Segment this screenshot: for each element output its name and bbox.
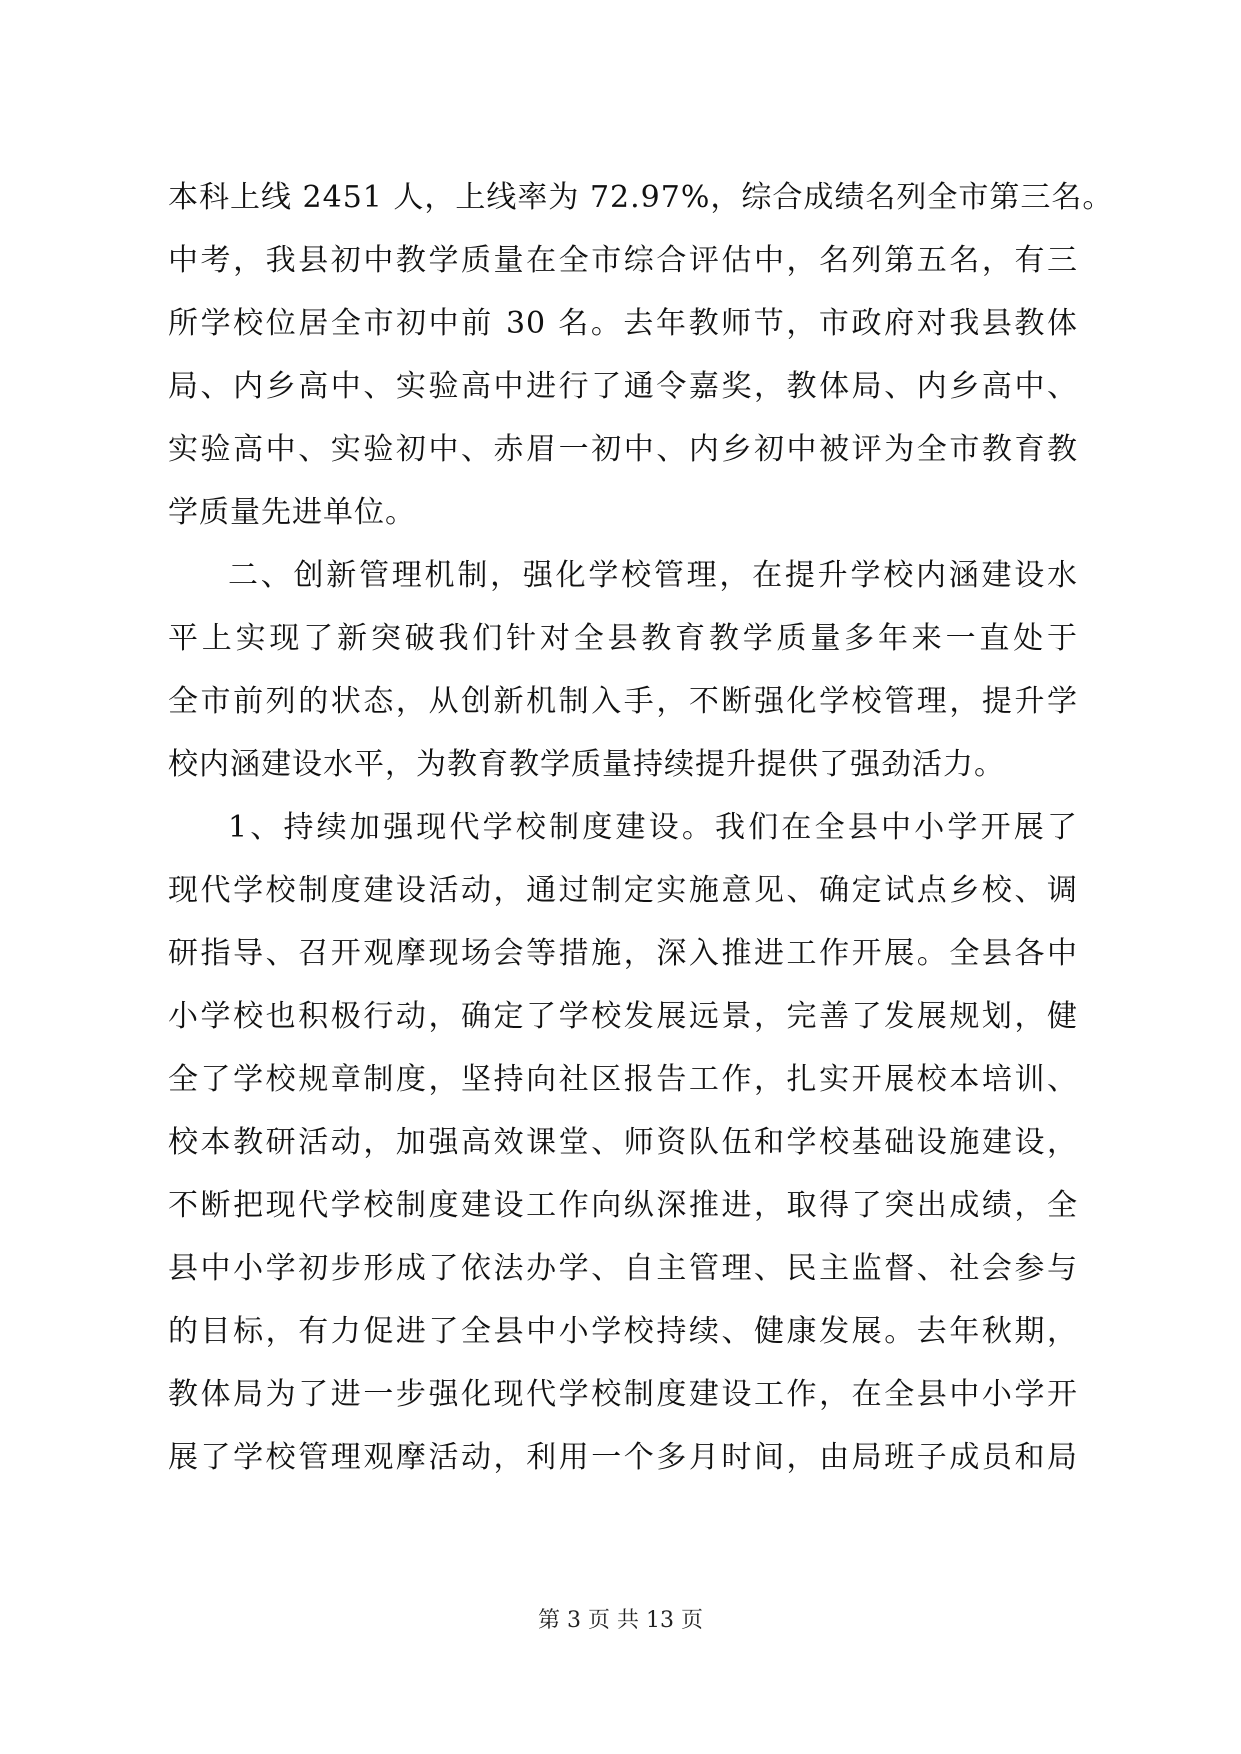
text-line-1: 本科上线 2451 人，上线率为 72.97%，综合成绩名列全市第三名。 (168, 180, 1114, 215)
text-line-17: 不断把现代学校制度建设工作向纵深推进，取得了突出成绩，全 (168, 1188, 1078, 1223)
text-line-11: 1、持续加强现代学校制度建设。我们在全县中小学开展了 (228, 810, 1078, 845)
text-line-13: 研指导、召开观摩现场会等措施，深入推进工作开展。全县各中 (168, 936, 1078, 971)
text-line-7: 二、创新管理机制，强化学校管理，在提升学校内涵建设水 (228, 558, 1078, 593)
text-line-5: 实验高中、实验初中、赤眉一初中、内乡初中被评为全市教育教 (168, 432, 1078, 467)
text-line-18: 县中小学初步形成了依法办学、自主管理、民主监督、社会参与 (168, 1251, 1078, 1286)
text-line-15: 全了学校规章制度，坚持向社区报告工作，扎实开展校本培训、 (168, 1062, 1078, 1097)
body-text (168, 166, 1114, 1489)
page-number-label: 第 3 页 共 13 页 (538, 1608, 703, 1633)
text-line-9: 全市前列的状态，从创新机制入手，不断强化学校管理，提升学 (168, 684, 1078, 719)
text-line-16: 校本教研活动，加强高效课堂、师资队伍和学校基础设施建设， (168, 1125, 1078, 1160)
text-line-2: 中考，我县初中教学质量在全市综合评估中，名列第五名，有三 (168, 243, 1078, 278)
text-line-4: 局、内乡高中、实验高中进行了通令嘉奖，教体局、内乡高中、 (168, 369, 1078, 404)
text-line-19: 的目标，有力促进了全县中小学校持续、健康发展。去年秋期， (168, 1314, 1078, 1349)
text-line-21: 展了学校管理观摩活动，利用一个多月时间，由局班子成员和局 (168, 1440, 1078, 1475)
text-line-14: 小学校也积极行动，确定了学校发展远景，完善了发展规划，健 (168, 999, 1078, 1034)
page-footer (0, 1606, 1241, 1636)
text-line-8: 平上实现了新突破我们针对全县教育教学质量多年来一直处于 (168, 621, 1078, 656)
text-line-10: 校内涵建设水平，为教育教学质量持续提升提供了强劲活力。 (168, 747, 1005, 782)
text-line-20: 教体局为了进一步强化现代学校制度建设工作，在全县中小学开 (168, 1377, 1078, 1412)
text-line-6: 学质量先进单位。 (168, 495, 416, 530)
text-line-12: 现代学校制度建设活动，通过制定实施意见、确定试点乡校、调 (168, 873, 1078, 908)
text-line-3: 所学校位居全市初中前 30 名。去年教师节，市政府对我县教体 (168, 306, 1078, 341)
